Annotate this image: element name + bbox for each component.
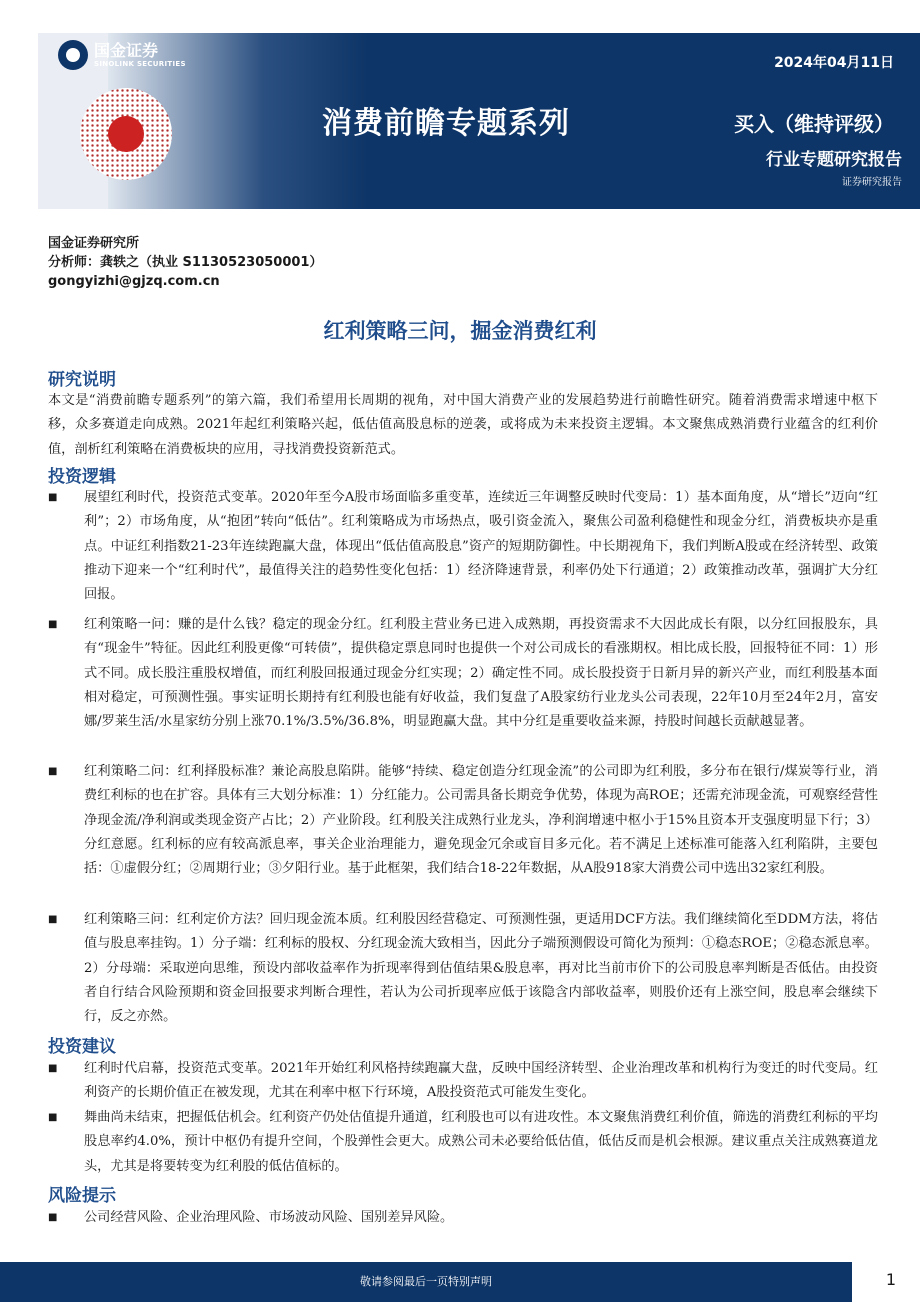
- section-advice-title: 投资建议: [48, 1037, 116, 1057]
- analyst-email: gongyizhi@gjzq.com.cn: [48, 274, 220, 289]
- page-number: 1: [885, 1270, 896, 1289]
- sinolink-logo: [58, 40, 186, 70]
- report-title: 红利策略三问，掘金消费红利: [323, 319, 597, 343]
- institute-name: 国金证券研究所: [48, 236, 140, 251]
- sinolink-logo-icon: [58, 40, 88, 70]
- qr-code-icon: [80, 88, 172, 180]
- logic-bullet-text: 红利策略三问：红利定价方法？回归现金流本质。红利股因经营稳定、可预测性强，更适用DCF方法。我们继续简化至DDM方法，将估值与股息率挂钩。1）分子端：红利标的股权、分红现金流大致相当，因此分子端预测假设可简化为预判：①稳态ROE；②稳态派息率。2）分母端：采取逆向思维，预设内部收益率作为折现率得到估值结果&股息率，再对比当前市价下的公司股息率判断是否低估。由投资者自行结合风险预期和资金回报要求判断合理性，若认为公司折现率应低于该隐含内部收益率，则股价还有上涨空间，股息率会继续下行，反之亦然。: [84, 912, 878, 1025]
- logo-cn-text: 国金证券: [94, 41, 159, 60]
- author-info: [48, 234, 322, 291]
- research-paragraph: 本文是“消费前瞻专题系列”的第六篇，我们希望用长周期的视角，对中国大消费产业的发展趋势进行前瞻性研究。随着消费需求增速中枢下移，众多赛道走向成熟。2021年起红利策略兴起，低估值高股息标的逆袭，或将成为未来投资主逻辑。本文聚焦成熟消费行业蕴含的红利价值，剖析红利策略在消费板块的应用，寻找消费投资新范式。: [48, 393, 878, 457]
- square-bullet-icon: ■: [48, 1112, 58, 1123]
- square-bullet-icon: ■: [48, 766, 58, 777]
- logic-bullet: [48, 486, 878, 607]
- advice-bullet-text: 红利时代启幕，投资范式变革。2021年开始红利风格持续跑赢大盘，反映中国经济转型、企业治理改革和机构行为变迁的时代变局。红利资产的长期价值正在被发现，尤其在利率中枢下行环境，A股投资范式可能发生变化。: [84, 1061, 878, 1101]
- footer-disclaimer: 敬请参阅最后一页特别声明: [360, 1275, 492, 1288]
- rating: 买入（维持评级）: [734, 112, 894, 136]
- section-logic-title: 投资逻辑: [48, 467, 116, 487]
- report-date: 2024年04月11日: [774, 55, 894, 71]
- logic-bullet-text: 展望红利时代，投资范式变革。2020年至今A股市场面临多重变革，连续近三年调整反映时代变局：1）基本面角度，从“增长”迈向“红利”；2）市场角度，从“抱团”转向“低估”。红利策略成为市场热点，吸引资金流入，聚焦公司盈利稳健性和现金分红，消费板块亦是重点。中证红利指数21-23年连续跑赢大盘，体现出“低估值高股息”资产的短期防御性。中长期视角下，我们判断A股或在经济转型、政策推动下迎来一个“红利时代”，最值得关注的趋势性变化包括：1）经济降速背景，利率仍处下行通道；2）政策推动改革，强调扩大分红回报。: [84, 490, 878, 603]
- square-bullet-icon: ■: [48, 914, 58, 925]
- risk-bullet-text: 公司经营风险、企业治理风险、市场波动风险、国别差异风险。: [84, 1210, 454, 1225]
- analyst-name: 分析师：龚轶之（执业 S1130523050001）: [48, 255, 323, 270]
- square-bullet-icon: ■: [48, 619, 58, 630]
- section-risk-title: 风险提示: [48, 1186, 116, 1206]
- report-subtype: 证券研究报告: [842, 177, 902, 188]
- series-title: 消费前瞻专题系列: [322, 106, 570, 141]
- advice-bullet-text: 舞曲尚未结束，把握低估机会。红利资产仍处估值提升通道，红利股也可以有进攻性。本文聚焦消费红利价值，筛选的消费红利标的平均股息率约4.0%，预计中枢仍有提升空间，个股弹性会更大。成熟公司未必要给低估值，低估反而是机会根源。建议重点关注成熟赛道龙头，尤其是将要转变为红利股的低估值标的。: [84, 1110, 878, 1174]
- square-bullet-icon: ■: [48, 492, 58, 503]
- logo-en-text: SINOLINK SECURITIES: [94, 60, 186, 68]
- logic-bullet: [48, 760, 878, 881]
- logic-bullet: [48, 613, 878, 734]
- square-bullet-icon: ■: [48, 1212, 58, 1223]
- logic-bullet-text: 红利策略一问：赚的是什么钱？稳定的现金分红。红利股主营业务已进入成熟期，再投资需求不大因此成长有限，以分红回报股东，具有“现金牛”特征。因此红利股更像“可转债”，提供稳定票息同时也提供一个对公司成长的看涨期权。相比成长股，回报特征不同：1）形式不同。成长股注重股权增值，而红利股回报通过现金分红实现；2）确定性不同。成长股投资于日新月异的新兴产业，而红利股基本面相对稳定，可预测性强。事实证明长期持有红利股也能有好收益，我们复盘了A股家纺行业龙头公司表现，22年10月至24年2月，富安娜/罗莱生活/水星家纺分别上涨70.1%/3.5%/36.8%，明显跑赢大盘。其中分红是重要收益来源，持股时间越长贡献越显著。: [84, 617, 878, 730]
- section-research-title: 研究说明: [48, 370, 116, 390]
- advice-bullet: [48, 1106, 878, 1179]
- logic-bullet-text: 红利策略二问：红利择股标准？兼论高股息陷阱。能够“持续、稳定创造分红现金流”的公司即为红利股，多分布在银行/煤炭等行业，消费红利标的也在扩容。具体有三大划分标准：1）分红能力。公司需具备长期竞争优势，体现为高ROE；还需充沛现金流，可观察经营性净现金流/净利润或类现金资产占比；2）产业阶段。红利股关注成熟行业龙头，净利润增速中枢小于15%且资本开支强度明显下行；3）分红意愿。红利标的应有较高派息率，事关企业治理能力，避免现金冗余或盲目多元化。若不满足上述标准可能落入红利陷阱，主要包括：①虚假分红；②周期行业；③夕阳行业。基于此框架，我们结合18-22年数据，从A股918家大消费公司中选出32家红利股。: [84, 764, 878, 877]
- report-type: 行业专题研究报告: [766, 150, 902, 170]
- square-bullet-icon: ■: [48, 1063, 58, 1074]
- logic-bullet: [48, 908, 878, 1029]
- risk-bullet: [48, 1206, 878, 1230]
- advice-bullet: [48, 1057, 878, 1106]
